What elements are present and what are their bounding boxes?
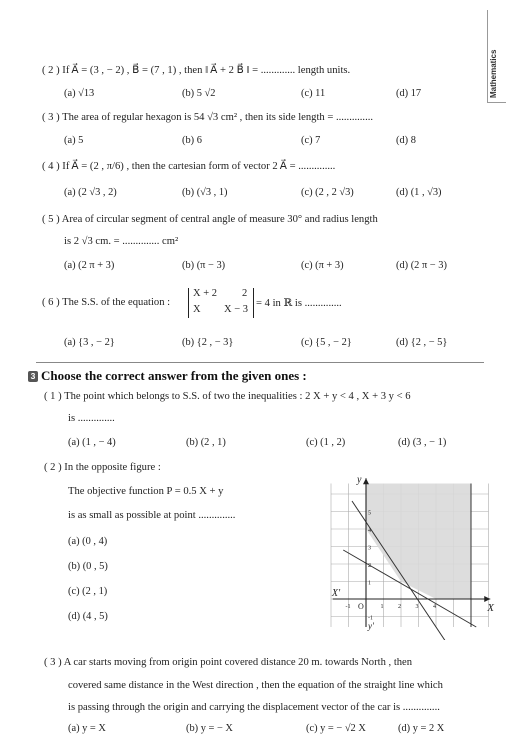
y-tick-label: 5	[368, 510, 371, 517]
q3-option-d[interactable]: (d) 8	[396, 135, 416, 146]
q6-option-d[interactable]: (d) {2 , − 5}	[396, 337, 448, 348]
origin-label: O	[358, 602, 364, 611]
question-6-stem-post: = 4 in ℝ is ..............	[256, 298, 342, 309]
q3-option-b[interactable]: (b) 6	[182, 135, 202, 146]
y-axis-neg-label: y'	[368, 621, 374, 631]
s3-question-1-stem-line1: ( 1 ) The point which belongs to S.S. of two the inequalities : 2 X + y < 4 , X + 3 y < 6	[44, 391, 411, 402]
y-tick-label: 3	[368, 545, 371, 552]
det-a22: X − 3	[224, 304, 249, 315]
section-3-heading	[28, 368, 307, 384]
q6-option-a[interactable]: (a) {3 , − 2}	[64, 337, 115, 348]
q2-option-b[interactable]: (b) 5 √2	[182, 88, 216, 99]
s3q1-option-b[interactable]: (b) (2 , 1)	[186, 437, 226, 448]
question-2-stem: ( 2 ) If A⃗ = (3 , − 2) , B⃗ = (7 , 1) , then ‖ A⃗ + 2 B⃗ ‖ = ............. length units.	[42, 65, 351, 76]
question-6-stem-pre: ( 6 ) The S.S. of the equation :	[42, 297, 171, 308]
s3q2-option-c[interactable]: (c) (2 , 1)	[68, 586, 108, 597]
x-axis-label: X	[487, 602, 494, 614]
q4-option-a[interactable]: (a) (2 √3 , 2)	[64, 187, 117, 198]
det-a11: X + 2	[193, 288, 218, 299]
q4-option-b[interactable]: (b) (√3 , 1)	[182, 187, 228, 198]
side-tab-label: Mathematics	[489, 49, 498, 98]
x-axis-neg-label: X'	[331, 588, 341, 599]
s3q3-option-a[interactable]: (a) y = X	[68, 723, 106, 734]
s3q3-option-b[interactable]: (b) y = − X	[186, 723, 233, 734]
q5-option-c[interactable]: (c) (π + 3)	[301, 260, 344, 271]
y-tick-label: 1	[368, 580, 371, 587]
q4-option-d[interactable]: (d) (1 , √3)	[396, 187, 442, 198]
question-6-stem	[42, 297, 170, 308]
s3q2-option-b[interactable]: (b) (0 , 5)	[68, 561, 108, 572]
s3q1-option-d[interactable]: (d) (3 , − 1)	[398, 437, 447, 448]
s3q2-option-a[interactable]: (a) (0 , 4)	[68, 536, 108, 547]
s3q3-option-c[interactable]: (c) y = − √2 X	[306, 723, 366, 734]
s3-question-2-stem: ( 2 ) In the opposite figure :	[44, 462, 161, 473]
q5-option-a[interactable]: (a) (2 π + 3)	[64, 260, 115, 271]
question-4-stem: ( 4 ) If A⃗ = (2 , π/6) , then the cartesian form of vector 2 A⃗ = ..............	[42, 161, 336, 172]
y-tick-label: 4	[368, 528, 371, 534]
s3-question-3-line2: covered same distance in the West direction , then the equation of the straight line which	[68, 680, 443, 691]
y-axis-label: y	[357, 474, 362, 486]
s3q3-option-d[interactable]: (d) y = 2 X	[398, 723, 445, 734]
det-a21: X	[193, 304, 201, 315]
s3-question-3-line1: ( 3 ) A car starts moving from origin point covered distance 20 m. towards North , then	[44, 657, 413, 668]
s3q1-option-c[interactable]: (c) (1 , 2)	[306, 437, 346, 448]
q5-option-b[interactable]: (b) (π − 3)	[182, 260, 226, 271]
q2-option-a[interactable]: (a) √13	[64, 88, 95, 99]
s3-question-3-line3: is passing through the origin and carrying the displacement vector of the car is ..............	[68, 702, 440, 713]
feasible-region-graph	[324, 460, 496, 640]
x-tick-label: 3	[415, 604, 419, 610]
question-5-stem-line1: ( 5 ) Area of circular segment of central angle of measure 30° and radius length	[42, 214, 378, 225]
s3-question-2-line2: is as small as possible at point ..............	[68, 510, 236, 521]
y-tick-label: 2	[368, 563, 371, 569]
x-tick-label: 1	[380, 604, 384, 610]
question-3-stem: ( 3 ) The area of regular hexagon is 54 √3 cm² , then its side length = ..............	[42, 112, 374, 123]
q6-option-c[interactable]: (c) {5 , − 2}	[301, 337, 352, 348]
s3q2-option-d[interactable]: (d) (4 , 5)	[68, 611, 108, 622]
s3-question-1-stem-line2: is ..............	[68, 413, 115, 424]
determinant	[188, 288, 254, 318]
s3q1-option-a[interactable]: (a) (1 , − 4)	[68, 437, 116, 448]
q2-option-d[interactable]: (d) 17	[396, 88, 422, 99]
q4-option-c[interactable]: (c) (2 , 2 √3)	[301, 187, 354, 198]
q6-option-b[interactable]: (b) {2 , − 3}	[182, 337, 234, 348]
section-number-badge: 3	[28, 371, 38, 382]
section-title: Choose the correct answer from the given ones :	[41, 368, 307, 383]
section-divider	[36, 362, 484, 363]
q3-option-a[interactable]: (a) 5	[64, 135, 84, 146]
q3-option-c[interactable]: (c) 7	[301, 135, 321, 146]
x-tick-label: -1	[345, 604, 351, 610]
q2-option-c[interactable]: (c) 11	[301, 88, 326, 99]
q5-option-d[interactable]: (d) (2 π − 3)	[396, 260, 447, 271]
x-tick-label: 2	[398, 604, 401, 610]
y-axis-arrow	[363, 478, 369, 484]
s3-question-2-line1: The objective function P = 0.5 X + y	[68, 486, 224, 497]
y-tick-label: -1	[368, 615, 373, 622]
question-5-stem-line2: is 2 √3 cm. = .............. cm²	[64, 236, 179, 247]
det-a12: 2	[242, 288, 248, 299]
x-tick-label: 4	[433, 604, 436, 610]
side-tab	[487, 10, 506, 103]
